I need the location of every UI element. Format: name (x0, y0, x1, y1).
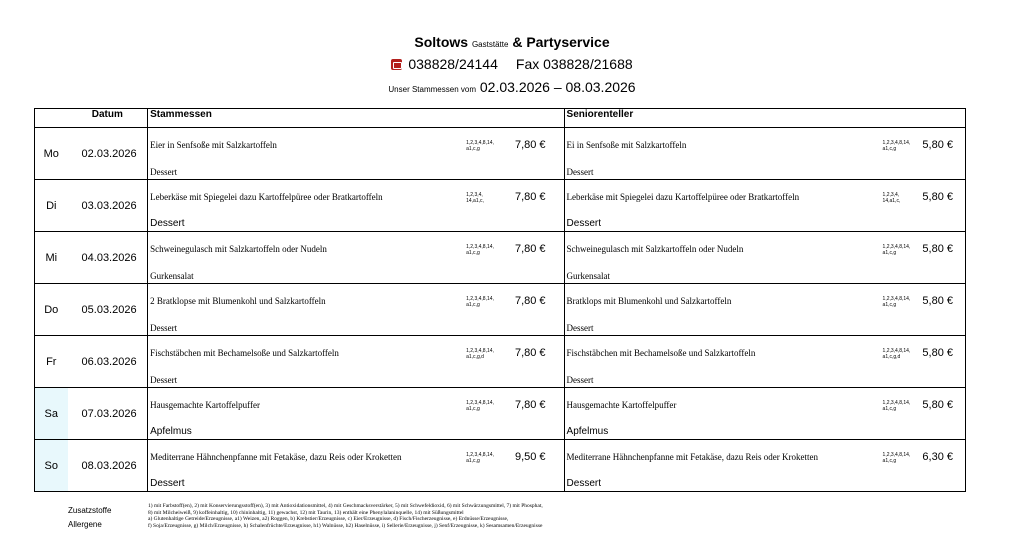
day-abbrev: Sa (35, 388, 68, 440)
dish-price: 5,80 € (922, 243, 953, 255)
date-value: 03.03.2026 (68, 180, 148, 232)
dish-name: Eier in Senfsoße mit Salzkartoffeln (150, 140, 277, 150)
restaurant-name-line (0, 34, 1024, 50)
dish-price: 9,50 € (514, 451, 546, 463)
additive-codes: 1,2,3,4,8,14, a1,c,g (466, 140, 494, 152)
additive-codes: 1,2,3,4, 14,a1,c, (466, 192, 484, 204)
dish-name: Hausgemachte Kartoffelpuffer (150, 400, 260, 410)
day-abbrev: Di (35, 180, 68, 232)
header-stammessen: Stammessen (148, 109, 564, 128)
side-dish: Apfelmus (566, 426, 609, 437)
additive-codes: 1,2,3,4,8,14, a1,c,g (882, 296, 911, 308)
day-abbrev: Do (35, 284, 68, 336)
dish-price: 7,80 € (514, 139, 546, 151)
stamm-cell (148, 284, 564, 336)
side-dish: Dessert (566, 218, 601, 229)
senior-cell (564, 440, 965, 492)
dish-price: 7,80 € (514, 399, 546, 411)
senior-cell (564, 388, 965, 440)
date-value: 06.03.2026 (68, 336, 148, 388)
date-value: 07.03.2026 (68, 388, 148, 440)
additive-codes: 1,2,3,4,8,14, a1,c,g (466, 400, 494, 412)
side-dish: Dessert (566, 167, 594, 177)
day-abbrev: Fr (35, 336, 68, 388)
menu-row (35, 336, 966, 388)
dish-price: 5,80 € (922, 347, 953, 359)
dish-price: 5,80 € (922, 399, 953, 411)
dish-name: Fischstäbchen mit Bechamelsoße und Salzkartoffeln (566, 348, 756, 358)
additive-codes: 1,2,3,4, 14,a1,c, (882, 192, 901, 204)
date-value: 05.03.2026 (68, 284, 148, 336)
restaurant-name: Soltows (414, 34, 469, 50)
period-dates: 02.03.2026 – 08.03.2026 (479, 79, 636, 95)
dish-price: 5,80 € (922, 295, 953, 307)
header-seniorenteller: Seniorenteller (564, 109, 965, 128)
footer-legend-line: f) Soja/Erzeugnisse, g) Milch/Erzeugnisse, h) Schalenfrüchte/Erzeugnisse, h1) Walnüsse, h2) Haselnüsse, i) Sellerie/Erzeugnisse, j) Senf/Erzeugnisse, k) Sesamsamen/Erzeugnisse (148, 522, 543, 529)
side-dish: Dessert (566, 323, 594, 333)
restaurant-subtitle: & Partyservice (512, 34, 610, 50)
senior-cell (564, 232, 965, 284)
side-dish: Dessert (150, 167, 178, 177)
menu-row (35, 440, 966, 492)
footer-legend-line: 1) mit Farbstoff(en), 2) mit Konservierungsstoff(en), 3) mit Antioxidationsmittel, 4) mit Geschmacksverstärker, 5) mit Schwefeldioxid, 6) mit Schwärzungsmittel, 7) mit Phosphat, (148, 503, 543, 509)
side-dish: Gurkensalat (566, 271, 611, 281)
additive-codes: 1,2,3,4,8,14, a1,c,g (466, 452, 494, 464)
table-header-row (35, 109, 966, 128)
dish-price: 7,80 € (514, 347, 546, 359)
dish-name: Leberkäse mit Spiegelei dazu Kartoffelpüree oder Bratkartoffeln (150, 192, 383, 202)
side-dish: Dessert (150, 375, 178, 385)
senior-cell (564, 128, 965, 180)
fax-number: Fax 038828/21688 (515, 56, 633, 72)
phone-icon (391, 59, 402, 70)
menu-table (34, 108, 966, 492)
day-abbrev: Mo (35, 128, 68, 180)
side-dish: Dessert (566, 478, 601, 489)
additive-codes: 1,2,3,4,8,14, a1,c,g,d (466, 348, 494, 360)
dish-name: Bratklops mit Blumenkohl und Salzkartoffeln (566, 296, 732, 306)
date-value: 08.03.2026 (68, 440, 148, 492)
additive-codes: 1,2,3,4,8,14, a1,c,g (882, 244, 911, 256)
dish-name: Schweinegulasch mit Salzkartoffeln oder Nudeln (566, 244, 744, 254)
footer-label-zusatzstoffe: Zusatzstoffe (68, 506, 112, 515)
dish-name: Hausgemachte Kartoffelpuffer (566, 400, 677, 410)
phone-number: 038828/24144 (408, 56, 498, 72)
footer-legend (148, 503, 948, 529)
additive-codes: 1,2,3,4,8,14, a1,c,g (882, 140, 911, 152)
dish-name: Ei in Senfsoße mit Salzkartoffeln (566, 140, 687, 150)
senior-cell (564, 336, 965, 388)
stamm-cell (148, 440, 564, 492)
period-prefix: Unser Stammessen vom (388, 85, 476, 94)
dish-name: Fischstäbchen mit Bechamelsoße und Salzkartoffeln (150, 348, 339, 358)
dish-price: 7,80 € (514, 295, 546, 307)
stamm-cell (148, 232, 564, 284)
menu-row (35, 388, 966, 440)
date-value: 02.03.2026 (68, 128, 148, 180)
additive-codes: 1,2,3,4,8,14, a1,c,g (466, 296, 494, 308)
additive-codes: 1,2,3,4,8,14, a1,c,g (882, 400, 911, 412)
menu-row (35, 128, 966, 180)
senior-cell (564, 180, 965, 232)
menu-row (35, 180, 966, 232)
side-dish: Dessert (150, 323, 178, 333)
footer-labels (68, 504, 111, 532)
side-dish: Dessert (150, 218, 185, 229)
stamm-cell (148, 336, 564, 388)
stamm-cell (148, 128, 564, 180)
dish-price: 5,80 € (922, 139, 953, 151)
dish-name: Leberkäse mit Spiegelei dazu Kartoffelpüree oder Bratkartoffeln (566, 192, 800, 202)
restaurant-subtitle-small: Gaststätte (471, 40, 509, 49)
side-dish: Dessert (566, 375, 594, 385)
dish-price: 7,80 € (514, 191, 546, 203)
side-dish: Apfelmus (150, 426, 192, 437)
day-abbrev: So (35, 440, 68, 492)
menu-row (35, 284, 966, 336)
header-datum: Datum (68, 109, 148, 128)
dish-price: 5,80 € (922, 191, 953, 203)
menu-row (35, 232, 966, 284)
dish-name: Mediterrane Hähnchenpfanne mit Fetakäse, dazu Reis oder Kroketten (566, 452, 818, 462)
dish-name: Schweinegulasch mit Salzkartoffeln oder Nudeln (150, 244, 327, 254)
footer-legend-line: 8) mit Milcheiweiß, 9) koffeinhaltig, 10) chininhaltig, 11) gewachst, 12) mit Taurin, 13) enthält eine Phenylalaninquelle, 14) mit Süßungsmittel (148, 509, 464, 516)
contact-line (0, 56, 1024, 72)
senior-cell (564, 284, 965, 336)
stamm-cell (148, 388, 564, 440)
additive-codes: 1,2,3,4,8,14, a1,c,g (882, 452, 911, 464)
side-dish: Dessert (150, 478, 185, 489)
header-day (35, 109, 68, 128)
dish-name: Mediterrane Hähnchenpfanne mit Fetakäse, dazu Reis oder Kroketten (150, 452, 402, 462)
day-abbrev: Mi (35, 232, 68, 284)
footer-legend-line: a) Glutenhaltige Getreide/Erzeugnisse, a1) Weizen, a2) Roggen, b) Krebstier/Erzeugnisse, c) Eier/Erzeugnisse, d) Fisch/Fischerzeugnisse, e) Erdnüsse/Erzeugnisse, (148, 516, 509, 522)
dish-price: 6,30 € (922, 451, 953, 463)
side-dish: Gurkensalat (150, 271, 194, 281)
additive-codes: 1,2,3,4,8,14, a1,c,g (466, 244, 494, 256)
dish-price: 7,80 € (514, 243, 546, 255)
stamm-cell (148, 180, 564, 232)
additive-codes: 1,2,3,4,8,14, a1,c,g,d (882, 348, 911, 360)
dish-name: 2 Bratklopse mit Blumenkohl und Salzkartoffeln (150, 296, 326, 306)
date-value: 04.03.2026 (68, 232, 148, 284)
period-line (0, 79, 1024, 95)
footer-label-allergene: Allergene (68, 520, 102, 529)
